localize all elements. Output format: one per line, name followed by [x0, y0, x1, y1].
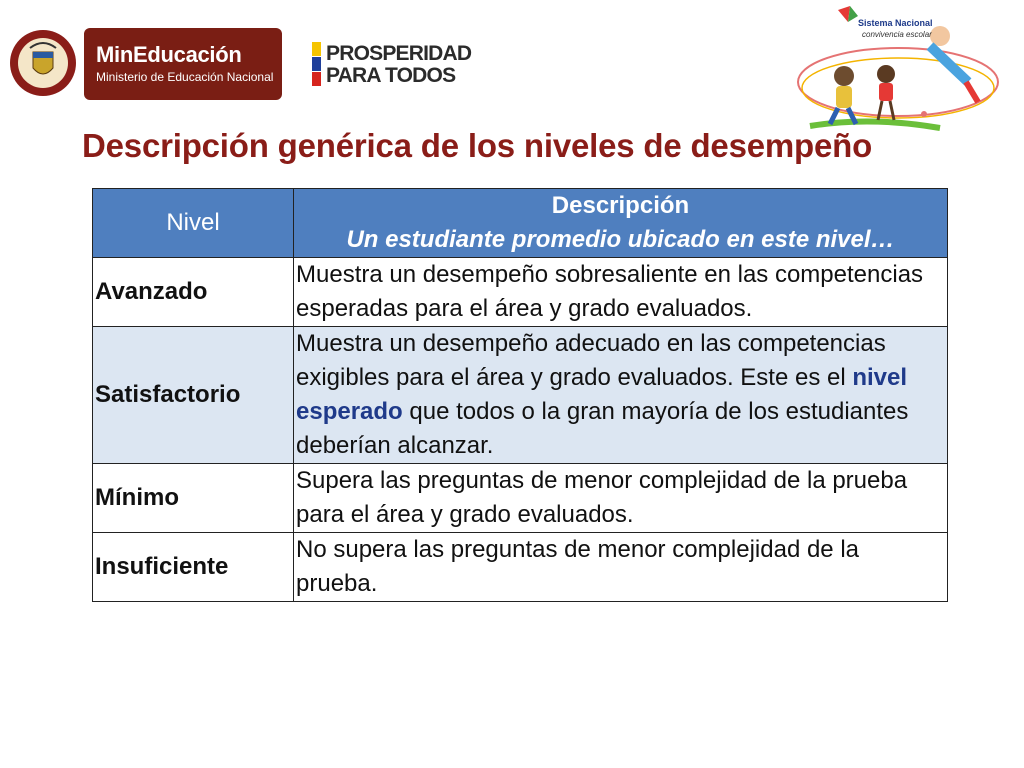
- page-title: Descripción genérica de los niveles de desempeño: [82, 127, 873, 164]
- prosperidad-line2: PARA TODOS: [326, 64, 456, 87]
- level-name-satisfactorio: Satisfactorio: [93, 327, 294, 464]
- column-header-descripcion: [294, 189, 948, 258]
- level-name-insuficiente: Insuficiente: [93, 533, 294, 602]
- flag-blue-stripe: [312, 57, 321, 71]
- colombia-seal-logo: [8, 28, 78, 98]
- description-text: que todos o la gran mayoría de los estudiantes deberían alcanzar.: [296, 398, 909, 459]
- table-header-row: [93, 189, 948, 258]
- table-row: [93, 464, 948, 533]
- prosperidad-line1: PROSPERIDAD: [326, 42, 472, 65]
- flag-red-stripe: [312, 72, 321, 86]
- level-description-avanzado: Muestra un desempeño sobresaliente en las competencias esperadas para el área y grado evaluados.: [294, 258, 948, 327]
- mineducacion-logo: [84, 28, 282, 100]
- mineducacion-title: MinEducación: [96, 42, 242, 67]
- nivel-esperado-highlight: nivel esperado: [296, 364, 908, 425]
- sistema-nacional-logo: [790, 4, 1004, 134]
- table-row: [93, 327, 948, 464]
- sistema-nacional-sublabel: convivencia escolar: [862, 30, 932, 39]
- level-description-satisfactorio: [294, 327, 948, 464]
- sistema-nacional-label: Sistema Nacional: [858, 18, 933, 28]
- prosperidad-logo: [312, 40, 492, 90]
- level-description-minimo: Supera las preguntas de menor complejidad de la prueba para el área y grado evaluados.: [294, 464, 948, 533]
- mineducacion-subtitle: Ministerio de Educación Nacional: [96, 70, 274, 84]
- description-text: Muestra un desempeño adecuado en las competencias exigibles para el área y grado evaluados. Este es el: [296, 330, 886, 391]
- descripcion-header-subtitle: Un estudiante promedio ubicado en este nivel…: [346, 226, 895, 253]
- table-row: [93, 258, 948, 327]
- descripcion-header-title: Descripción: [551, 192, 690, 219]
- column-header-nivel: Nivel: [93, 189, 294, 258]
- level-name-avanzado: Avanzado: [93, 258, 294, 327]
- level-name-minimo: Mínimo: [93, 464, 294, 533]
- level-description-insuficiente: No supera las preguntas de menor complejidad de la prueba.: [294, 533, 948, 602]
- table-row: [93, 533, 948, 602]
- performance-levels-table: [92, 188, 948, 602]
- flag-yellow-stripe: [312, 42, 321, 56]
